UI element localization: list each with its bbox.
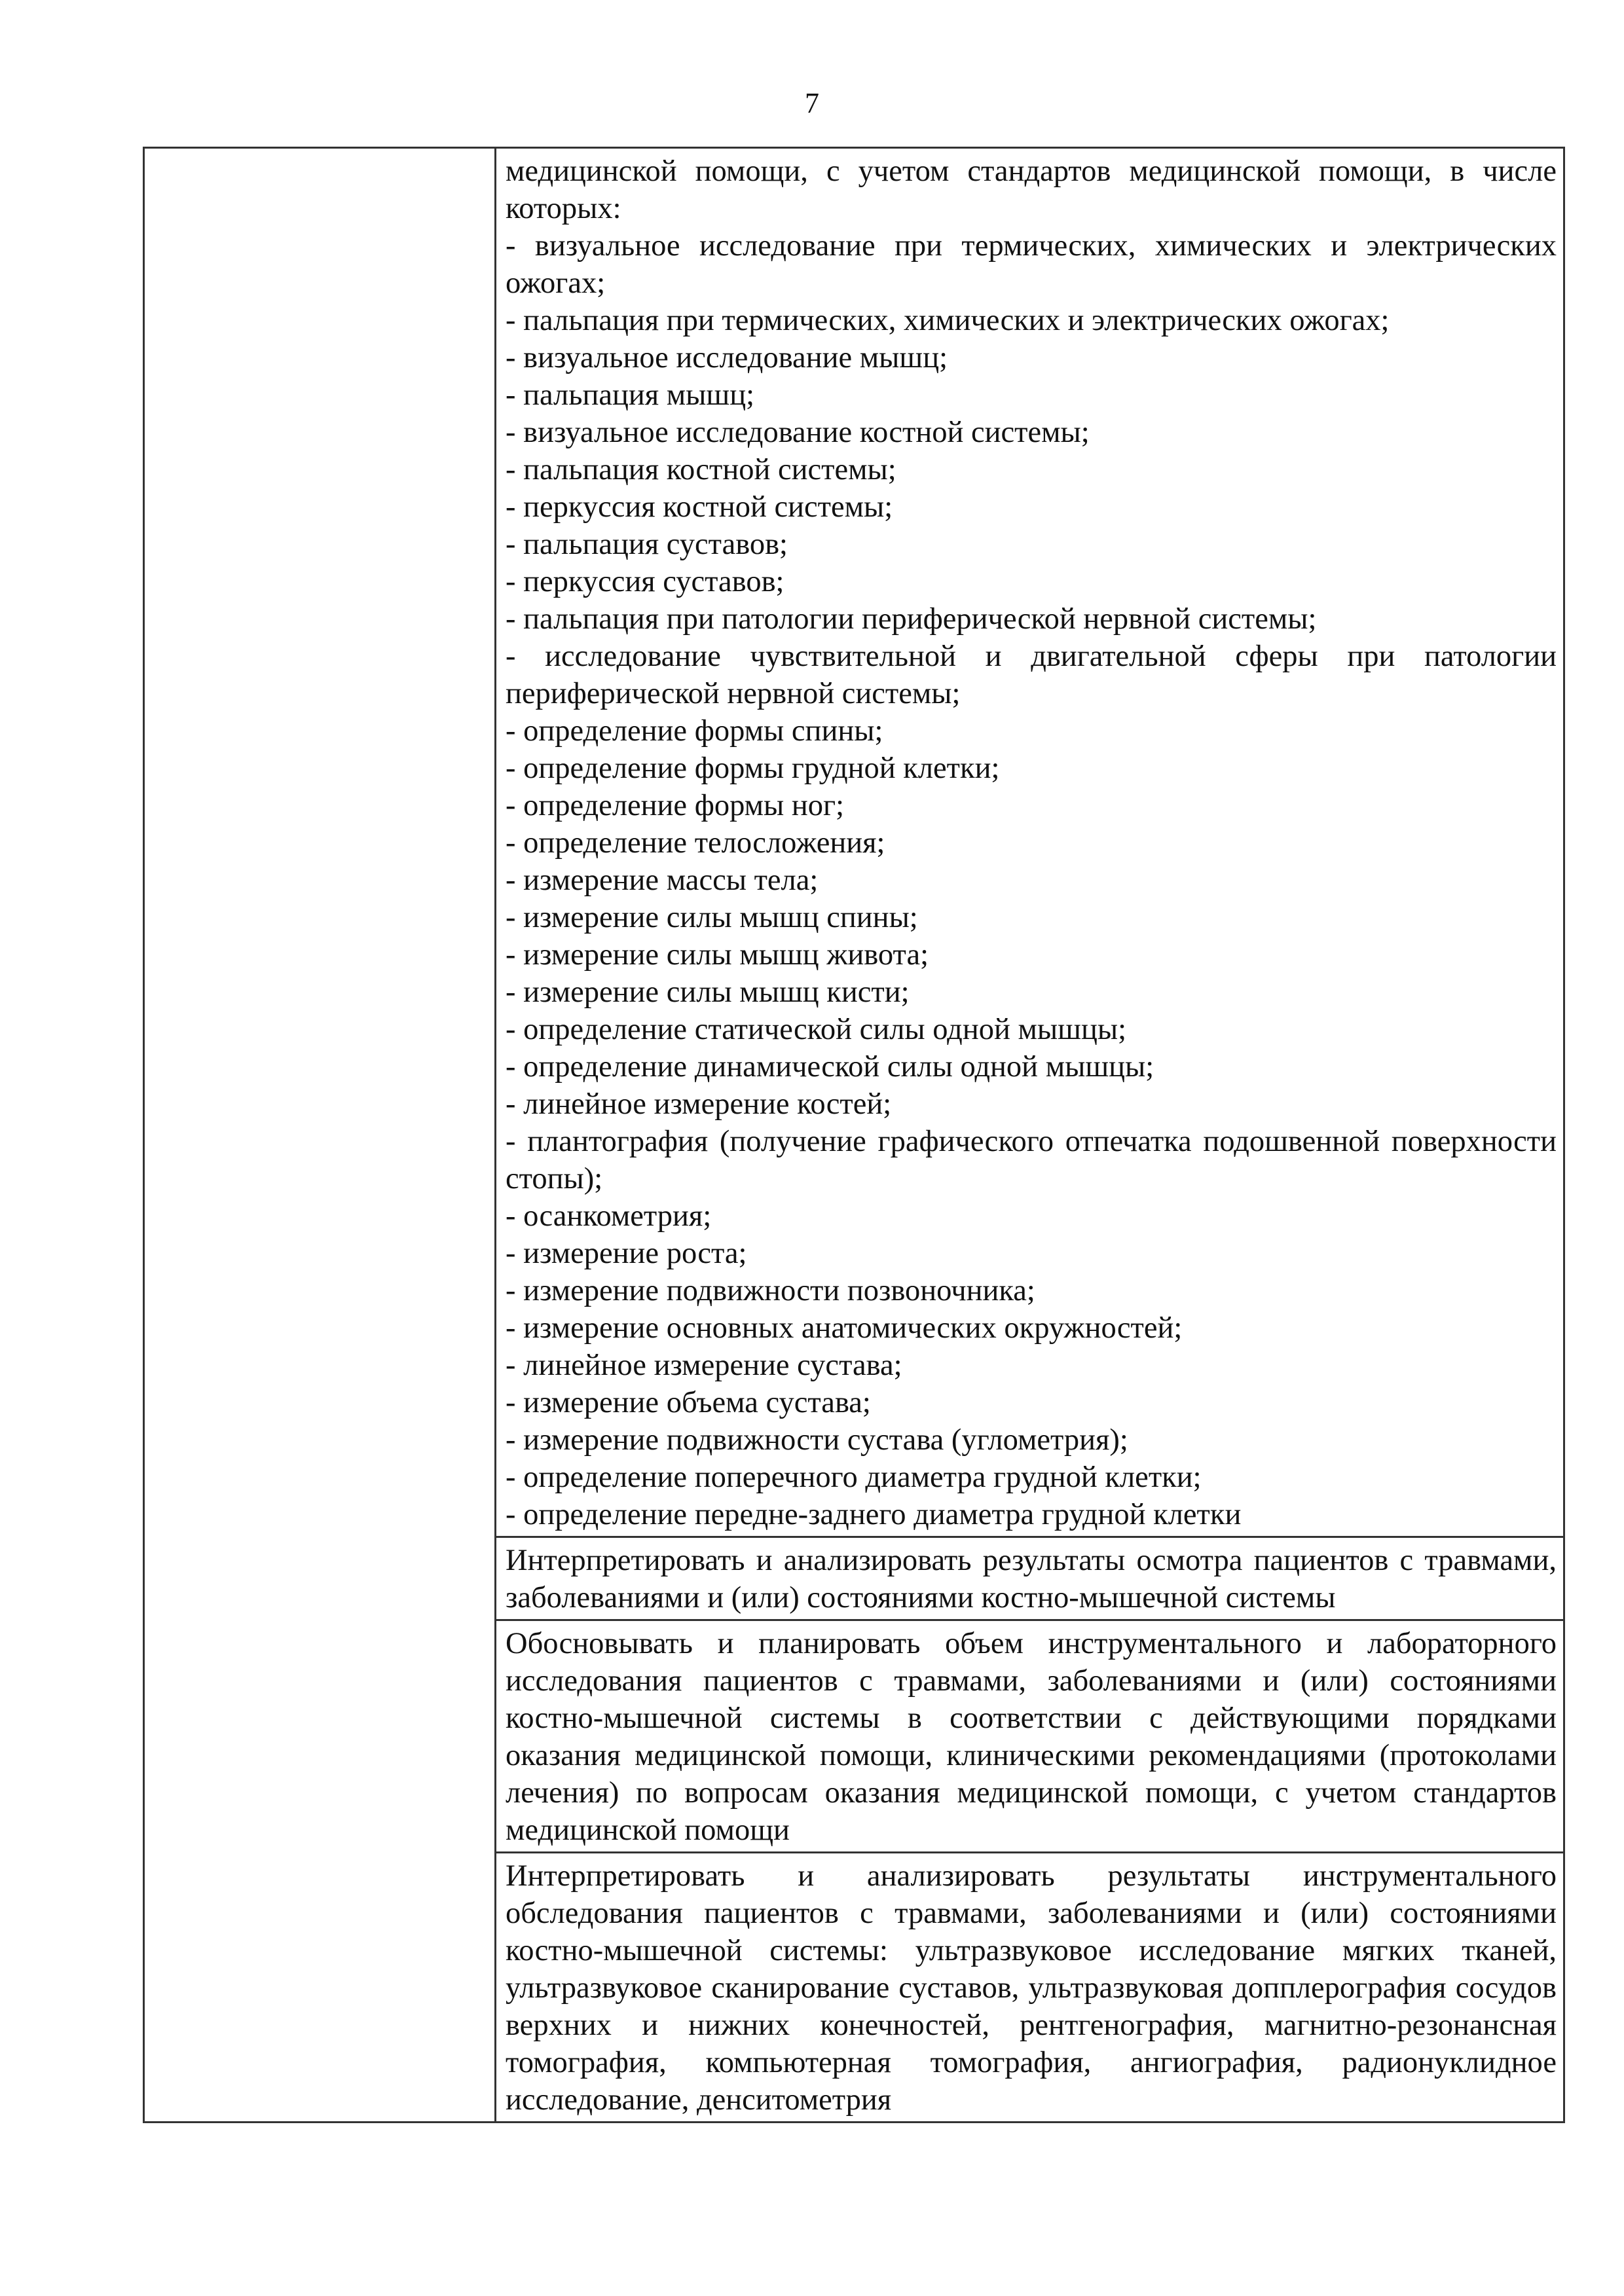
list-item: - пальпация при патологии периферической нервной системы; <box>506 602 1317 636</box>
list-item: - осанкометрия; <box>506 1199 712 1233</box>
plan-investigation-cell: Обосновывать и планировать объем инструментального и лабораторного исследования пациентов с травмами, заболеваниями и (или) состояниями костно-мышечной системы в соответствии с действующими порядками оказания медицинской помощи, клиническими рекомендациями (протоколами лечения) по вопросам оказания медицинской помощи, с учетом стандартов медицинской помощи <box>496 1620 1564 1853</box>
list-item: - перкуссия суставов; <box>506 565 784 598</box>
list-item: - измерение подвижности сустава (углометрия); <box>506 1423 1128 1457</box>
list-item: - определение телосложения; <box>506 826 885 860</box>
list-item: - пальпация при термических, химических и электрических ожогах; <box>506 304 1390 337</box>
list-item: - определение динамической силы одной мышцы; <box>506 1050 1154 1084</box>
page-number: 7 <box>805 87 819 119</box>
requirements-table <box>143 147 1565 2123</box>
list-item: - измерение массы тела; <box>506 864 819 897</box>
list-item: - определение статической силы одной мышцы; <box>506 1013 1127 1046</box>
list-item: - измерение подвижности позвоночника; <box>506 1274 1035 1307</box>
list-item: - измерение основных анатомических окружностей; <box>506 1311 1183 1345</box>
list-item: - измерение объема сустава; <box>506 1386 871 1419</box>
list-item: - определение формы грудной клетки; <box>506 752 1000 785</box>
table-row <box>144 148 1564 1537</box>
procedures-list-cell <box>496 148 1564 1537</box>
left-column-cell <box>144 148 496 2123</box>
list-item: - измерение роста; <box>506 1237 747 1270</box>
list-item: - визуальное исследование костной системы; <box>506 416 1090 449</box>
list-item: - измерение силы мышц кисти; <box>506 975 910 1009</box>
interpret-exam-cell: Интерпретировать и анализировать результаты осмотра пациентов с травмами, заболеваниями и (или) состояниями костно-мышечной системы <box>496 1537 1564 1620</box>
list-item: - визуальное исследование мышц; <box>506 341 948 374</box>
list-item: - определение поперечного диаметра грудной клетки; <box>506 1461 1202 1494</box>
list-item: - перкуссия костной системы; <box>506 490 893 524</box>
list-item: - визуальное исследование при термических, химических и электрических ожогах; <box>506 229 1557 300</box>
list-item: - измерение силы мышц спины; <box>506 901 918 934</box>
block-intro-text: медицинской помощи, с учетом стандартов медицинской помощи, в числе которых: <box>506 155 1557 225</box>
list-item: - плантография (получение графического отпечатка подошвенной поверхности стопы); <box>506 1125 1557 1195</box>
list-item: - исследование чувствительной и двигательной сферы при патологии периферической нервной системы; <box>506 640 1557 710</box>
list-item: - определение формы ног; <box>506 789 845 822</box>
list-item: - измерение силы мышц живота; <box>506 938 929 972</box>
list-item: - пальпация суставов; <box>506 528 788 561</box>
list-item: - линейное измерение сустава; <box>506 1349 902 1382</box>
list-item: - определение формы спины; <box>506 714 883 748</box>
list-item: - пальпация костной системы; <box>506 453 896 486</box>
list-item: - определение передне-заднего диаметра грудной клетки <box>506 1498 1242 1531</box>
interpret-instrumental-cell: Интерпретировать и анализировать результаты инструментального обследования пациентов с травмами, заболеваниями и (или) состояниями костно-мышечной системы: ультразвуковое исследование мягких тканей, ультразвуковое сканирование суставов, ультразвуковая допплерография сосудов верхних и нижних конечностей, рентгенография, магнитно-резонансная томография, компьютерная томография, ангиография, радионуклидное исследование, денситометрия <box>496 1853 1564 2123</box>
list-item: - линейное измерение костей; <box>506 1087 892 1121</box>
list-item: - пальпация мышц; <box>506 378 755 412</box>
